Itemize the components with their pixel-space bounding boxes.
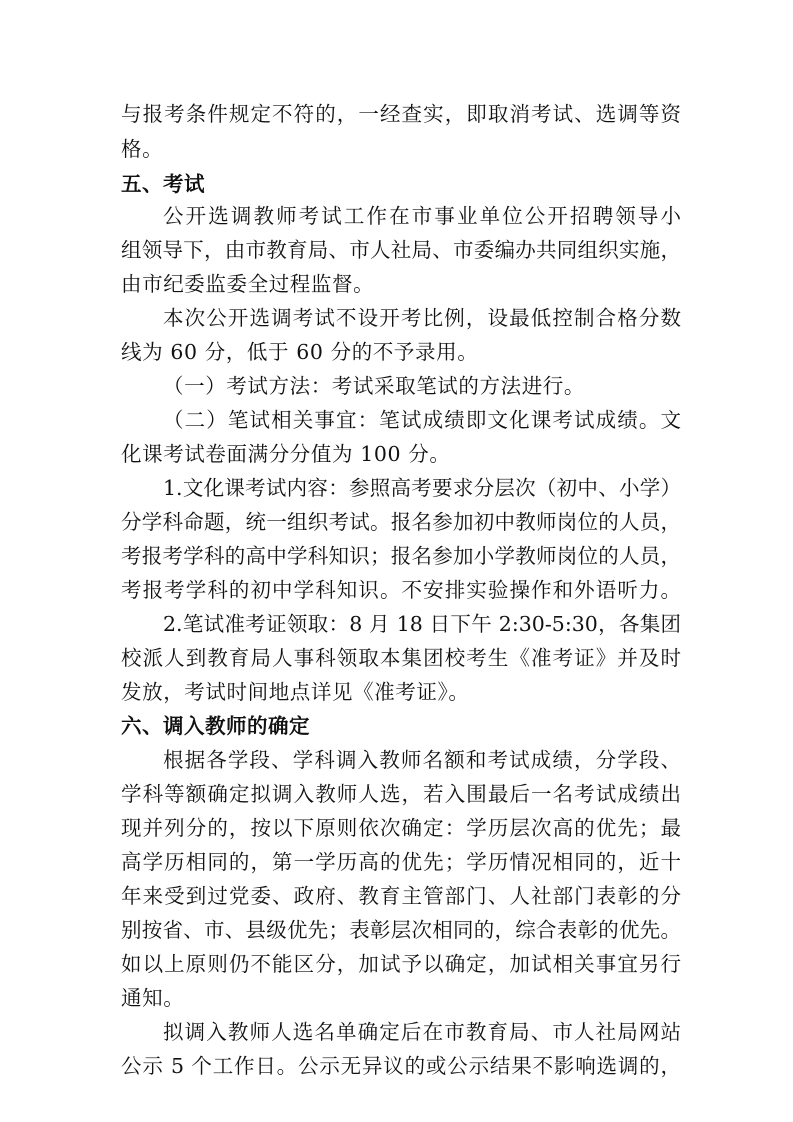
body-line: 化课考试卷面满分分值为 100 分。 xyxy=(121,442,451,466)
body-line: 组领导下，由市教育局、市人社局、市委编办共同组织实施， xyxy=(121,238,681,262)
body-line: 1.文化课考试内容：参照高考要求分层次（初中、小学） xyxy=(163,476,681,500)
body-line: 与报考条件规定不符的，一经查实，即取消考试、选调等资 xyxy=(121,102,681,126)
body-line: （二）笔试相关事宜：笔试成绩即文化课考试成绩。文 xyxy=(163,408,681,432)
body-line: 格。 xyxy=(121,137,164,161)
body-line: 本次公开选调考试不设开考比例，设最低控制合格分数 xyxy=(163,306,681,330)
body-line: 线为 60 分，低于 60 分的不予录用。 xyxy=(121,340,479,364)
body-line: 根据各学段、学科调入教师名额和考试成绩，分学段、 xyxy=(163,748,681,772)
body-line: 发放，考试时间地点详见《准考证》。 xyxy=(121,680,470,704)
body-line: 考报考学科的初中学科知识。不安排实验操作和外语听力。 xyxy=(121,578,681,602)
body-line: 公开选调教师考试工作在市事业单位公开招聘领导小 xyxy=(163,204,681,228)
body-line: 公示 5 个工作日。公示无异议的或公示结果不影响选调的， xyxy=(121,1054,681,1078)
body-line: 由市纪委监委全过程监督。 xyxy=(121,272,375,296)
body-line: 学科等额确定拟调入教师人选，若入围最后一名考试成绩出 xyxy=(121,782,681,806)
body-line: 现并列分的，按以下原则依次确定：学历层次高的优先；最 xyxy=(121,816,681,840)
body-line: 别按省、市、县级优先；表彰层次相同的，综合表彰的优先。 xyxy=(121,918,681,942)
body-line: 如以上原则仍不能区分，加试予以确定，加试相关事宜另行 xyxy=(121,952,681,976)
section-heading-confirmation: 六、调入教师的确定 xyxy=(121,714,310,738)
body-line: 拟调入教师人选名单确定后在市教育局、市人社局网站 xyxy=(163,1020,681,1044)
body-line: 通知。 xyxy=(121,986,185,1010)
body-line: 年来受到过党委、政府、教育主管部门、人社部门表彰的分 xyxy=(121,884,681,908)
body-line: 分学科命题，统一组织考试。报名参加初中教师岗位的人员， xyxy=(121,510,681,534)
section-heading-exam: 五、考试 xyxy=(121,172,205,196)
body-line: 高学历相同的，第一学历高的优先；学历情况相同的，近十 xyxy=(121,850,681,874)
body-line: （一）考试方法：考试采取笔试的方法进行。 xyxy=(163,374,585,398)
body-line: 校派人到教育局人事科领取本集团校考生《准考证》并及时 xyxy=(121,646,681,670)
body-line: 考报考学科的高中学科知识；报名参加小学教师岗位的人员， xyxy=(121,544,681,568)
body-line: 2.笔试准考证领取：8 月 18 日下午 2:30-5:30，各集团 xyxy=(163,612,681,636)
